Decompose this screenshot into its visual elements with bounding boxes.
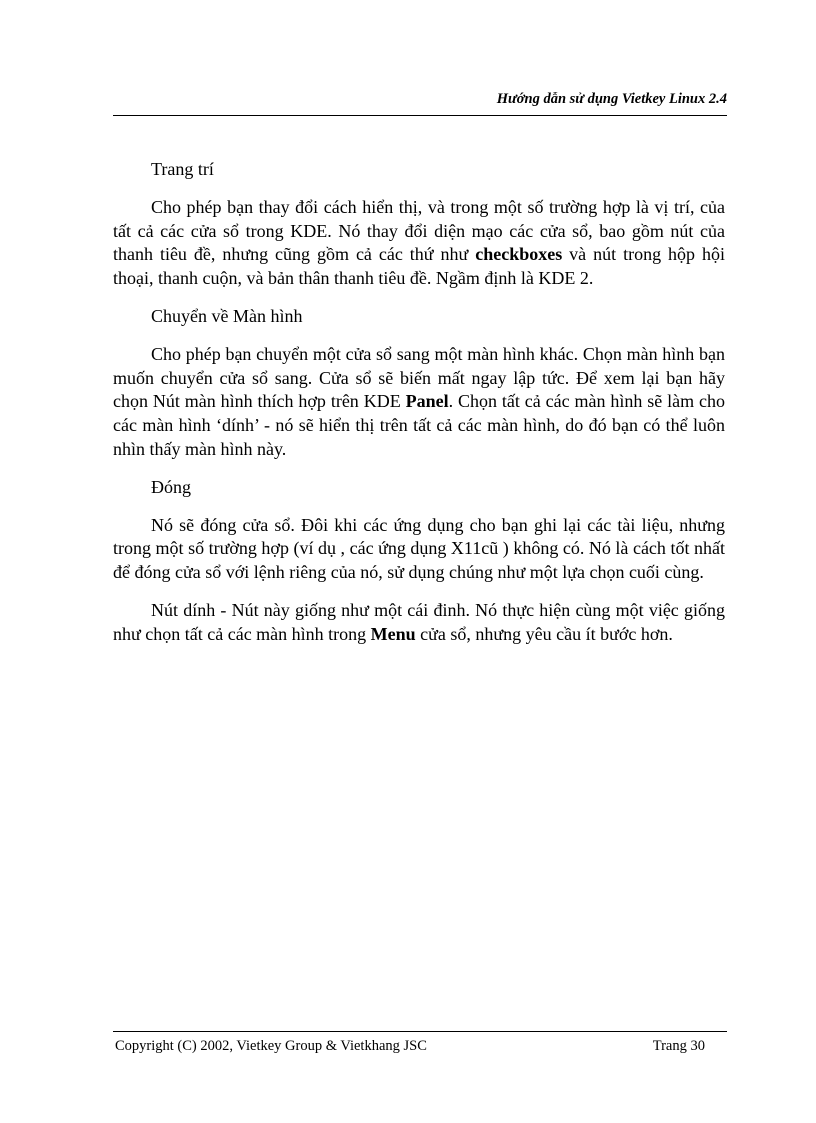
- paragraph-text: Nút dính - Nút này giống như một cái đinh. Nó thực hiện cùng một việc giống như chọn tất cả các màn hình trong: [113, 599, 725, 644]
- paragraph-text: Cho phép bạn chuyển một cửa sổ sang một màn hình khác. Chọn màn hình bạn muốn chuyển cửa sổ sang. Cửa sổ sẽ biến mất ngay lập tức. Để xem lại bạn hãy chọn Nút màn hình thích hợp trên KDE: [113, 343, 725, 412]
- paragraph-text: . Chọn tất cả các màn hình sẽ làm cho các màn hình ‘dính’ - nó sẽ hiển thị trên tất cả các màn hình, do đó bạn có thể luôn nhìn thấy màn hình này.: [113, 391, 725, 459]
- paragraph-text: cửa sổ, nhưng yêu cầu ít bước hơn.: [415, 623, 673, 644]
- bold-term-panel: Panel: [405, 391, 449, 412]
- bold-term-checkboxes: checkboxes: [475, 244, 563, 265]
- section-heading-chuyen-ve-man-hinh: Chuyển về Màn hình: [151, 305, 303, 326]
- paragraph-text: và nút trong hộp hội thoại, thanh cuộn, và bản thân thanh tiêu đề. Ngầm định là KDE 2.: [113, 244, 725, 289]
- paragraph-text: Cho phép bạn thay đổi cách hiển thị, và trong một số trường hợp là vị trí, của tất cả các cửa sổ trong KDE. Nó thay đổi diện mạo các cửa sổ, bao gồm nút của thanh tiêu đề, nhưng cũng gồm cả các thứ như: [113, 196, 725, 265]
- page-footer: [113, 1031, 727, 1061]
- page-header: [113, 88, 727, 116]
- footer-copyright: Copyright (C) 2002, Vietkey Group & Vietkhang JSC: [115, 1038, 427, 1054]
- footer-page-number: Trang 30: [652, 1038, 705, 1054]
- paragraph-dong: Nó sẽ đóng cửa sổ. Đôi khi các ứng dụng cho bạn ghi lại các tài liệu, nhưng trong một số trường hợp (ví dụ , các ứng dụng X11cũ ) không có. Nó là cách tốt nhất để đóng cửa sổ với lệnh riêng của nó, sử dụng chúng như một lựa chọn cuối cùng.: [113, 514, 725, 583]
- bold-term-menu: Menu: [370, 623, 416, 644]
- paragraph-trang-tri: [113, 196, 725, 291]
- paragraph-nut-dinh: [113, 599, 725, 647]
- paragraph-chuyen-ve-man-hinh: [113, 343, 725, 462]
- document-body: [113, 158, 725, 661]
- header-title: Hướng dẫn sử dụng Vietkey Linux 2.4: [496, 91, 727, 107]
- section-heading-dong: Đóng: [151, 476, 191, 497]
- section-heading-trang-tri: Trang trí: [151, 159, 214, 179]
